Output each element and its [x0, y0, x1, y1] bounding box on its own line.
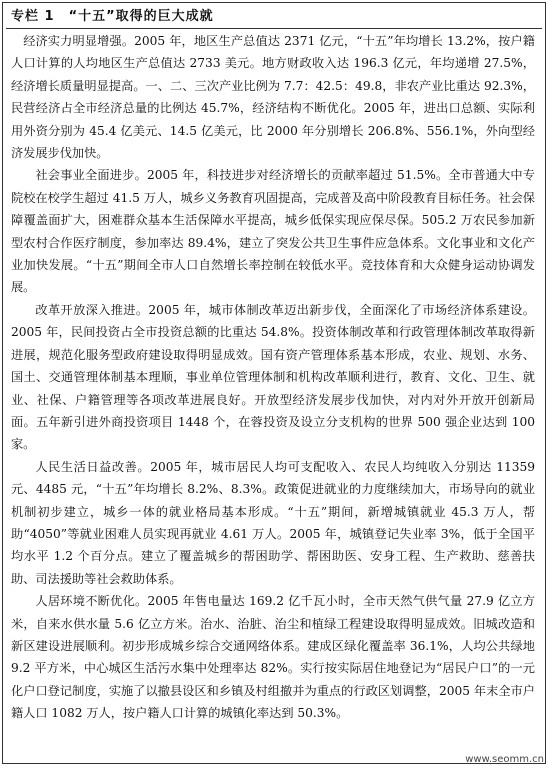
paragraph-living-standards: 人民生活日益改善。2005 年，城市居民人均可支配收入、农民人均纯收入分别达 11359 元、4485 元，“十五”年均增长 8.2%、8.3%。政策促进就业的力度继续加大，市场导向的就业机制初步建立，城乡一体的就业格局基本形成。“十五”期间，新增城镇就业 45.3 万人，帮助“4050”等就业困难人员实现再就业 4.61 万人。2005 年，城镇登记失业率 3%，低于全国平均水平 1.2 个百分点。建立了覆盖城乡的帮困助学、帮困助医、安身工程、生产救助、慈善扶助、司法援助等社会救助体系。	[11, 459, 535, 586]
paragraph-living-environment: 人居环境不断优化。2005 年售电量达 169.2 亿千瓦小时，全市天然气供气量 27.9 亿立方米，自来水供水量 5.6 亿立方米。治水、治脏、治尘和植绿工程建设取得明显成效。旧城改造和新区建设进展顺利。初步形成城乡综合交通网络体系。建成区绿化覆盖率 36.1%，人均公共绿地 9.2 平方米，中心城区生活污水集中处理率达 82%。实行按实际居住地登记为“居民户口”的一元化户口登记制度，实施了以撤县设区和乡镇及村组撤并为重点的行政区划调整，2005 年末全市户籍人口 1082 万人，按户籍人口计算的城镇化率达到 50.3%。	[11, 594, 535, 721]
paragraph-economic-strength: 经济实力明显增强。2005 年，地区生产总值达 2371 亿元，“十五”年均增长 13.2%，按户籍人口计算的人均地区生产总值达 2733 美元。地方财政收入达 196.3 亿元，年均递增 27.5%，经济增长质量明显提高。一、二、三次产业比例为 7.7：42.5：49.8，非农产业比重达 92.3%，民营经济占全市经济总量的比例达 45.7%，经济结构不断优化。2005 年，进出口总额、实际利用外资分别为 45.4 亿美元、14.5 亿美元，比 2000 年分别增长 206.8%、556.1%，外向型经济发展步伐加快。	[11, 34, 535, 161]
title-divider	[6, 28, 542, 29]
paragraph-social-progress: 社会事业全面进步。2005 年，科技进步对经济增长的贡献率超过 51.5%。全市普通大中专院校在校学生超过 41.5 万人，城乡义务教育巩固提高，完成普及高中阶段教育目标任务。社会保障覆盖面扩大，困难群众基本生活保障水平提高，城乡低保实现应保尽保。505.2 万农民参加新型农村合作医疗制度，参加率达 89.4%，建立了突发公共卫生事件应急体系。文化事业和文化产业加快发展。“十五”期间全市人口自然增长率控制在较低水平。竞技体育和大众健身运动协调发展。	[11, 168, 535, 295]
box-body	[11, 30, 535, 725]
box-title: 专栏 1 “十五”取得的巨大成就	[11, 9, 214, 24]
site-watermark: www.seomm.cn	[465, 754, 544, 765]
column-box	[2, 2, 546, 764]
paragraph-reform-opening: 改革开放深入推进。2005 年，城市体制改革迈出新步伐，全面深化了市场经济体系建设。2005 年，民间投资占全市投资总额的比重达 54.8%。投资体制改革和行政管理体制改革取得新进展，规范化服务型政府建设取得明显成效。国有资产管理体系基本形成，农业、规划、水务、国土、交通管理体制基本理顺，事业单位管理体制和机构改革顺利进行，教育、文化、卫生、就业、社保、户籍管理等各项改革进展良好。开放型经济发展步伐加快，对内对外开放开创新局面。五年新引进外商投资项目 1448 个，在蓉投资及设立分支机构的世界 500 强企业达到 100 家。	[11, 302, 535, 452]
